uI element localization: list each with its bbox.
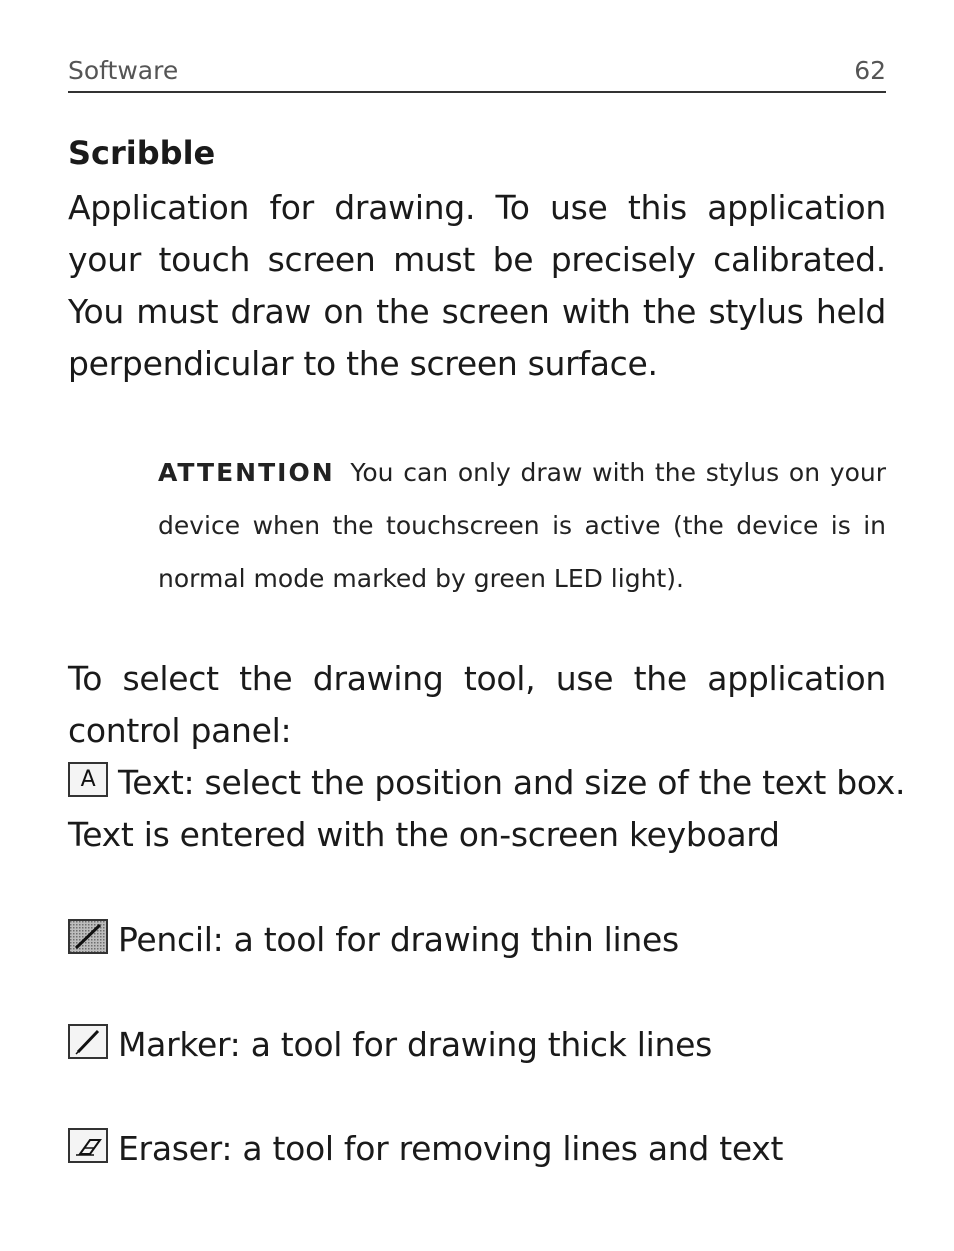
text-tool-icon	[68, 762, 108, 797]
section-title: Software	[68, 56, 179, 85]
attention-text: You can only draw with the stylus on your device when the touchscreen is active (the device is in normal mode marked by green LED light).	[158, 458, 886, 593]
text-tool-letter: A	[80, 767, 96, 792]
text-tool-label: Text: select the position and size of the text box.	[118, 763, 906, 802]
intro-paragraph: Application for drawing. To use this application your touch screen must be precisely calibrated. You must draw on the screen with the stylus held perpendicular to the screen surface.	[68, 188, 886, 383]
pencil-tool-label: Pencil: a tool for drawing thin lines	[118, 920, 679, 959]
marker-tool-item	[68, 1019, 898, 1071]
pencil-tool-item	[68, 914, 898, 966]
text-tool-description: Text is entered with the on-screen keyboard	[68, 815, 780, 854]
marker-tool-icon	[68, 1024, 108, 1059]
text-tool-item	[68, 757, 906, 809]
attention-label: ATTENTION	[158, 458, 335, 487]
page-number: 62	[854, 56, 886, 85]
attention-note	[158, 446, 886, 605]
marker-tool-label: Marker: a tool for drawing thick lines	[118, 1025, 713, 1064]
pencil-tool-icon	[68, 919, 108, 954]
select-tool-paragraph: To select the drawing tool, use the application control panel:	[68, 659, 886, 750]
page-header	[68, 56, 886, 93]
eraser-tool-icon	[68, 1128, 108, 1163]
eraser-tool-label: Eraser: a tool for removing lines and text	[118, 1129, 784, 1168]
eraser-tool-item	[68, 1123, 898, 1175]
page-title: Scribble	[68, 134, 216, 172]
